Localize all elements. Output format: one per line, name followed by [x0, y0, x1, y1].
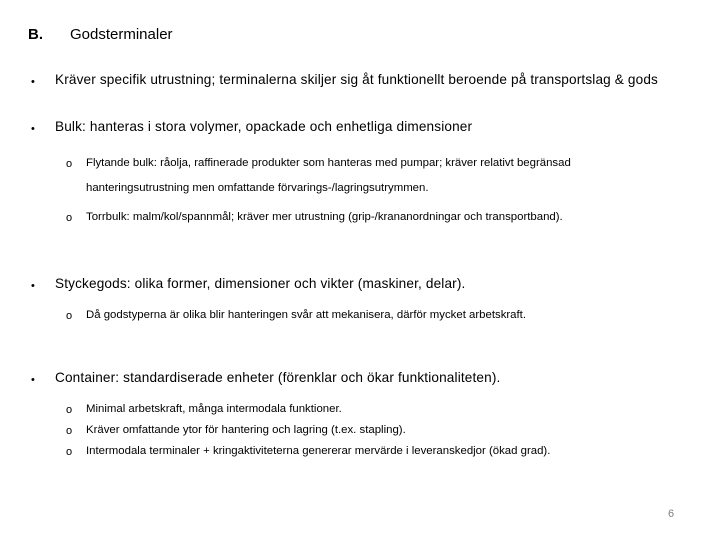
sub-item-container-2: Kräver omfattande ytor för hantering och lagring (t.ex. stapling).: [86, 424, 406, 436]
section-title: Godsterminaler: [70, 26, 173, 43]
bullet-marker: •: [31, 76, 35, 88]
sub-item-dry-bulk: Torrbulk: malm/kol/spannmål; kräver mer utrustning (grip-/krananordningar och transportband).: [86, 211, 563, 223]
sub-bullet-marker: o: [66, 446, 73, 458]
sub-item-liquid-bulk-cont: hanteringsutrustning men omfattande förvarings-/lagringsutrymmen.: [86, 182, 429, 194]
sub-item-liquid-bulk: Flytande bulk: råolja, raffinerade produkter som hanteras med pumpar; kräver relativt begränsad: [86, 157, 571, 169]
bullet-marker: •: [31, 374, 35, 386]
bullet-general-cargo: Styckegods: olika former, dimensioner och vikter (maskiner, delar).: [55, 276, 466, 291]
sub-bullet-marker: o: [66, 310, 73, 322]
bullet-requirements: Kräver specifik utrustning; terminalerna skiljer sig åt funktionellt beroende på transportslag & gods: [55, 72, 659, 87]
sub-bullet-marker: o: [66, 425, 73, 437]
sub-bullet-marker: o: [66, 404, 73, 416]
page-number: 6: [668, 508, 675, 520]
container-label: Container:: [55, 370, 120, 385]
sub-bullet-marker: o: [66, 212, 73, 224]
bullet-marker: •: [31, 123, 35, 135]
sub-bullet-marker: o: [66, 158, 73, 170]
bullet-bulk: Bulk: hanteras i stora volymer, opackade och enhetliga dimensioner: [55, 119, 473, 134]
sub-item-container-1: Minimal arbetskraft, många intermodala funktioner.: [86, 403, 342, 415]
sub-item-general-cargo: Då godstyperna är olika blir hanteringen svår att mekanisera, därför mycket arbetskraft.: [86, 309, 527, 321]
sub-item-container-3: Intermodala terminaler + kringaktiviteterna genererar mervärde i leveranskedjor (ökad grad).: [86, 445, 551, 457]
bullet-marker: •: [31, 280, 35, 292]
bullet-container: [55, 370, 500, 385]
section-letter: B.: [28, 26, 43, 43]
container-text: standardiserade enheter (förenklar och ökar funktionaliteten).: [119, 370, 501, 385]
